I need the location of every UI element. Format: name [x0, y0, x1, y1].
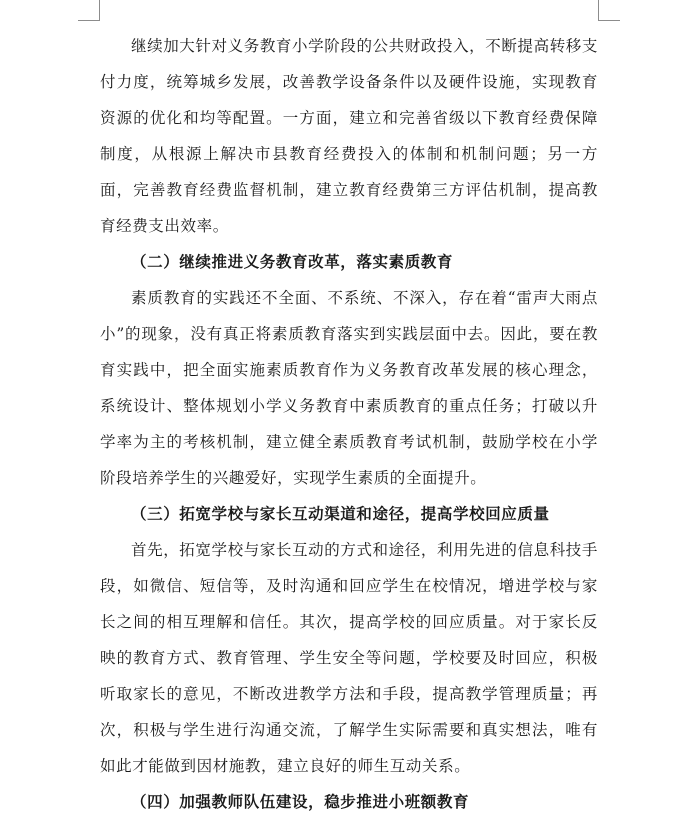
- section-heading-4: （四）加强教师队伍建设，稳步推进小班额教育: [131, 792, 470, 811]
- crop-mark-top-left-horizontal: [78, 20, 100, 21]
- crop-mark-top-left: [99, 0, 100, 20]
- section-heading-2: （二）继续推进义务教育改革，落实素质教育: [131, 252, 454, 271]
- crop-mark-top-right: [598, 0, 599, 20]
- paragraph-school-parent-interaction: 首先，拓宽学校与家长互动的方式和途径，利用先进的信息科技手段，如微信、短信等，及时沟通和回应学生在校情况，增进学校与家长之间的相互理解和信任。其次，提高学校的回应质量。对于家长反映的教育方式、教育管理、学生安全等问题，学校要及时回应，积极听取家长的意见，不断改进教学方法和手段，提高教学管理质量；再次，积极与学生进行沟通交流，了解学生实际需要和真实想法，唯有如此才能做到因材施教，建立良好的师生互动关系。: [100, 541, 598, 775]
- crop-mark-top-right-horizontal: [598, 20, 620, 21]
- section-heading-3: （三）拓宽学校与家长互动渠道和途径，提高学校回应质量: [131, 504, 550, 523]
- paragraph-quality-education: 素质教育的实践还不全面、不系统、不深入，存在着“雷声大雨点小”的现象，没有真正将素质教育落实到实践层面中去。因此，要在教育实践中，把全面实施素质教育作为义务教育改革发展的核心理念，系统设计、整体规划小学义务教育中素质教育的重点任务；打破以升学率为主的考核机制，建立健全素质教育考试机制，鼓励学校在小学阶段培养学生的兴趣爱好，实现学生素质的全面提升。: [100, 289, 598, 487]
- paragraph-funding: 继续加大针对义务教育小学阶段的公共财政投入，不断提高转移支付力度，统筹城乡发展，改善教学设备条件以及硬件设施，实现教育资源的优化和均等配置。一方面，建立和完善省级以下教育经费保障制度，从根源上解决市县教育经费投入的体制和机制问题；另一方面，完善教育经费监督机制，建立教育经费第三方评估机制，提高教育经费支出效率。: [100, 37, 598, 235]
- document-body: [100, 28, 598, 820]
